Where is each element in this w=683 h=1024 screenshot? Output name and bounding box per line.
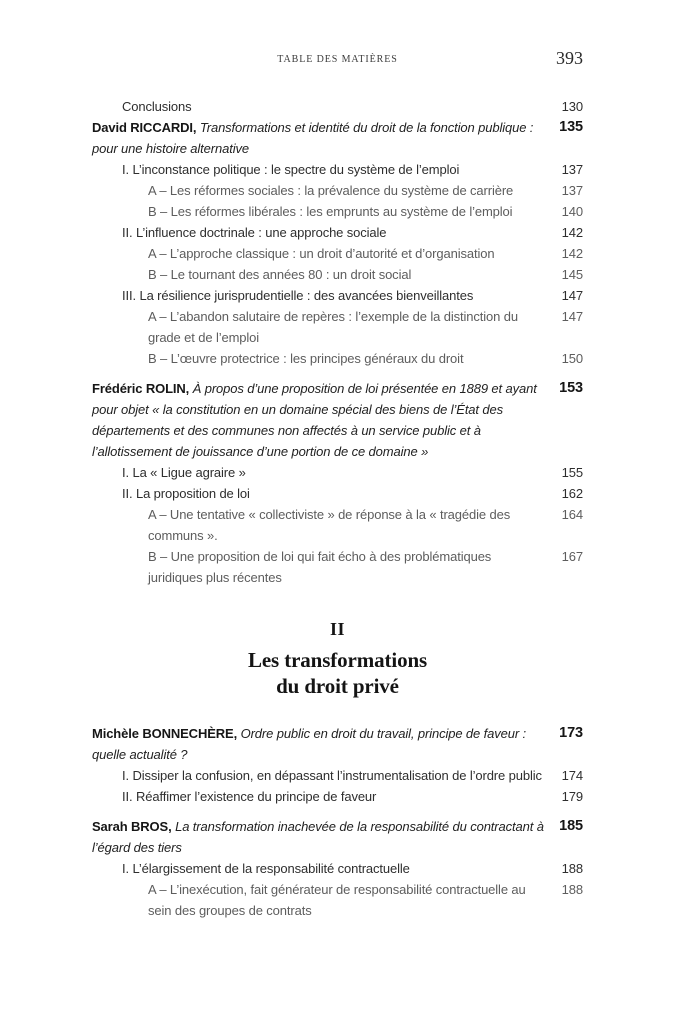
entry-text: A – Une tentative « collectiviste » de réponse à la « tragédie des communs ». <box>148 507 511 543</box>
author-name: Sarah BROS, <box>92 819 172 834</box>
toc-entry <box>92 285 583 306</box>
entry-page-number: 162 <box>561 486 583 501</box>
entry-text <box>92 378 553 462</box>
toc-entry <box>92 159 583 180</box>
author-name: Frédéric ROLIN, <box>92 381 190 396</box>
entry-page-number: 145 <box>561 267 583 282</box>
running-title: TABLE DES MATIÈRES <box>277 54 398 65</box>
entry-text: II. La proposition de loi <box>122 486 250 501</box>
entry-text: I. L’élargissement de la responsabilité contractuelle <box>122 861 410 876</box>
entry-text: I. Dissiper la confusion, en dépassant l’instrumentalisation de l’ordre public <box>122 768 542 783</box>
toc-entry <box>92 786 583 807</box>
toc-entry <box>92 462 583 483</box>
toc-entry <box>92 264 583 285</box>
entry-text: B – Le tournant des années 80 : un droit social <box>148 267 412 282</box>
section-numeral: II <box>329 619 345 639</box>
work-title: Ordre public en droit du travail, principe de faveur : quelle actualité ? <box>92 726 527 762</box>
entry-page-number: 188 <box>561 861 583 876</box>
entry-text: A – L’inexécution, fait générateur de responsabilité contractuelle au sein des groupes de contrats <box>148 882 526 918</box>
toc-entry <box>92 306 583 348</box>
entry-page-number: 135 <box>559 119 583 135</box>
entry-text: B – Une proposition de loi qui fait écho à des problématiques juridiques plus récentes <box>148 549 492 585</box>
entry-page-number: 173 <box>559 725 583 741</box>
entry-text: A – Les réformes sociales : la prévalence du système de carrière <box>148 183 514 198</box>
toc-entry <box>92 504 583 546</box>
toc-entry-author <box>92 378 583 462</box>
author-name: David RICCARDI, <box>92 120 197 135</box>
entry-page-number: 164 <box>561 507 583 522</box>
entry-page-number: 137 <box>561 162 583 177</box>
entry-page-number: 179 <box>561 789 583 804</box>
toc-entry <box>92 180 583 201</box>
entry-text <box>92 723 553 765</box>
toc-entry <box>92 222 583 243</box>
section-title-line: Les transformations <box>247 648 428 672</box>
entry-page-number: 185 <box>559 818 583 834</box>
entry-text: Conclusions <box>122 99 192 114</box>
entry-page-number: 174 <box>561 768 583 783</box>
entry-page-number: 155 <box>561 465 583 480</box>
toc-list <box>92 96 583 921</box>
toc-entry <box>92 879 583 921</box>
entry-page-number: 142 <box>561 225 583 240</box>
entry-text: II. Réaffimer l’existence du principe de faveur <box>122 789 377 804</box>
work-title: À propos d’une proposition de loi présentée en 1889 et ayant pour objet « la constitution en un domaine spécial des biens de l’État des départements et des communes non affectés à un service public et à l’allotissement de jouissance d’une portion de ce domaine » <box>92 381 537 459</box>
toc-entry <box>92 96 583 117</box>
entry-text: I. L’inconstance politique : le spectre du système de l’emploi <box>122 162 460 177</box>
entry-text: II. L’influence doctrinale : une approche sociale <box>122 225 387 240</box>
page-number: 393 <box>556 48 583 68</box>
toc-entry-author <box>92 723 583 765</box>
entry-text <box>92 117 553 159</box>
section-title-line: du droit privé <box>276 674 399 698</box>
toc-entry <box>92 546 583 588</box>
work-title: Transformations et identité du droit de la fonction publique : pour une histoire alternative <box>92 120 534 156</box>
toc-entry <box>92 201 583 222</box>
page-header <box>92 48 583 70</box>
entry-text: B – L’œuvre protectrice : les principes généraux du droit <box>148 351 464 366</box>
toc-entry <box>92 483 583 504</box>
entry-page-number: 137 <box>561 183 583 198</box>
entry-text: A – L’abandon salutaire de repères : l’exemple de la distinction du grade et de l’emploi <box>148 309 518 345</box>
entry-text <box>92 816 553 858</box>
toc-entry <box>92 858 583 879</box>
entry-page-number: 150 <box>561 351 583 366</box>
entry-page-number: 142 <box>561 246 583 261</box>
entry-page-number: 140 <box>561 204 583 219</box>
toc-entry-author <box>92 117 583 159</box>
section-heading <box>92 618 583 699</box>
toc-entry-author <box>92 816 583 858</box>
entry-page-number: 188 <box>561 882 583 897</box>
author-name: Michèle BONNECHÈRE, <box>92 726 238 741</box>
entry-text: A – L’approche classique : un droit d’autorité et d’organisation <box>148 246 495 261</box>
entry-text: III. La résilience jurisprudentielle : des avancées bienveillantes <box>122 288 474 303</box>
entry-page-number: 147 <box>561 309 583 324</box>
entry-page-number: 153 <box>559 380 583 396</box>
toc-entry <box>92 348 583 369</box>
entry-text: B – Les réformes libérales : les emprunts au système de l’emploi <box>148 204 513 219</box>
entry-page-number: 130 <box>561 99 583 114</box>
entry-page-number: 167 <box>561 549 583 564</box>
toc-entry <box>92 765 583 786</box>
entry-text: I. La « Ligue agraire » <box>122 465 246 480</box>
toc-entry <box>92 243 583 264</box>
work-title: La transformation inachevée de la responsabilité du contractant à l’égard des tiers <box>92 819 544 855</box>
entry-page-number: 147 <box>561 288 583 303</box>
